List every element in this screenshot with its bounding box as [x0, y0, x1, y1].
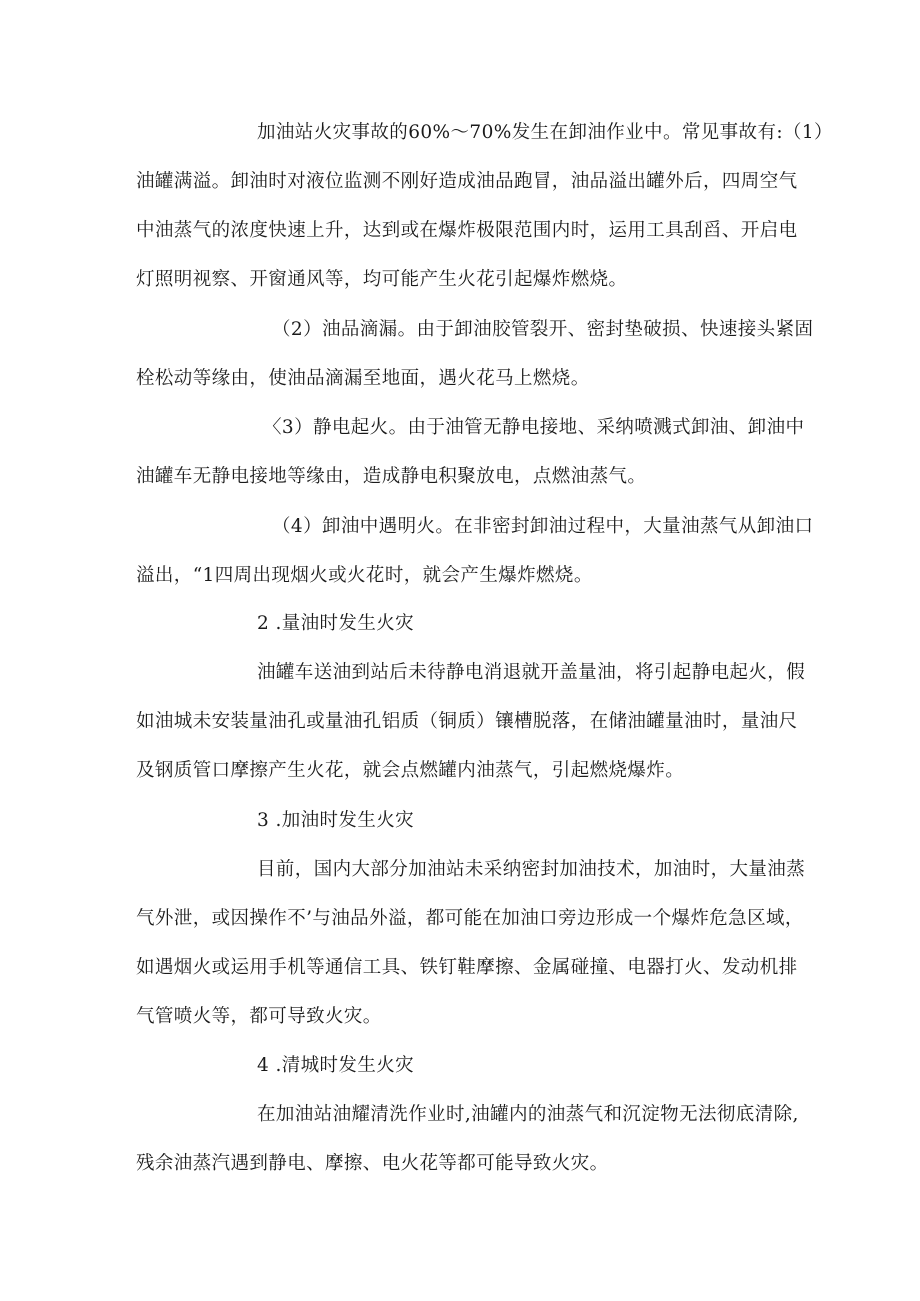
paragraph-line-2: 油罐满溢。卸油时对液位监测不刚好造成油品跑冒，油品溢出罐外后，四周空气	[136, 171, 798, 192]
paragraph-line-9: （4）卸油中遇明火。在非密封卸油过程中，大量油蒸气从卸油口	[272, 516, 814, 537]
paragraph-line-19: 残余油蒸汽遇到静电、摩擦、电火花等都可能导致火灾。	[136, 1153, 609, 1174]
paragraph-line-17: 气管喷火等，都可导致火灾。	[136, 1006, 382, 1027]
section-heading-4: 4 .清城时发生火灾	[257, 1055, 415, 1076]
paragraph-line-7: 〈3）静电起火。由于油管无静电接地、采纳喷溅式卸油、卸油中	[263, 417, 805, 438]
paragraph-line-15: 气外泄，或因操作不’与油品外溢，都可能在加油口旁边形成一个爆炸危急区域，	[136, 908, 804, 929]
paragraph-line-8: 油罐车无静电接地等缘由，造成静电积聚放电，点燃油蒸气。	[136, 466, 647, 487]
paragraph-line-11: 油罐车送油到站后未待静电消退就开盖量油，将引起静电起火，假	[257, 662, 806, 683]
paragraph-line-3: 中油蒸气的浓度快速上升，达到或在爆炸极限范围内时，运用工具刮舀、开启电	[136, 220, 798, 241]
paragraph-line-10: 溢出，“1四周出现烟火或火花时，就会产生爆炸燃烧。	[136, 565, 593, 586]
paragraph-line-14: 目前，国内大部分加油站未采纳密封加油技术，加油时，大量油蒸	[257, 859, 806, 880]
section-heading-3: 3 .加油时发生火灾	[257, 810, 415, 831]
paragraph-line-16: 如遇烟火或运用手机等通信工具、铁钉鞋摩擦、金属碰撞、电器打火、发动机排	[136, 957, 798, 978]
paragraph-line-1: 加油站火灾事故的60%～70%发生在卸油作业中。常见事故有:（1）	[257, 122, 833, 143]
paragraph-line-13: 及钢质管口摩擦产生火花，就会点燃罐内油蒸气，引起燃烧爆炸。	[136, 760, 685, 781]
paragraph-line-12: 如油城未安装量油孔或量油孔铝质（铜质）镶槽脱落，在储油罐量油时，量油尺	[136, 711, 798, 732]
paragraph-line-6: 栓松动等缘由，使油品滴漏至地面，遇火花马上燃烧。	[136, 368, 590, 389]
paragraph-line-18: 在加油站油耀清洗作业时,油罐内的油蒸气和沉淀物无法彻底清除,	[257, 1104, 799, 1125]
paragraph-line-5: （2）油品滴漏。由于卸油胶管裂开、密封垫破损、快速接头紧固	[272, 319, 814, 340]
paragraph-line-4: 灯照明视察、开窗通风等，均可能产生火花引起爆炸燃烧。	[136, 269, 628, 290]
section-heading-2: 2 .量油时发生火灾	[257, 613, 415, 634]
